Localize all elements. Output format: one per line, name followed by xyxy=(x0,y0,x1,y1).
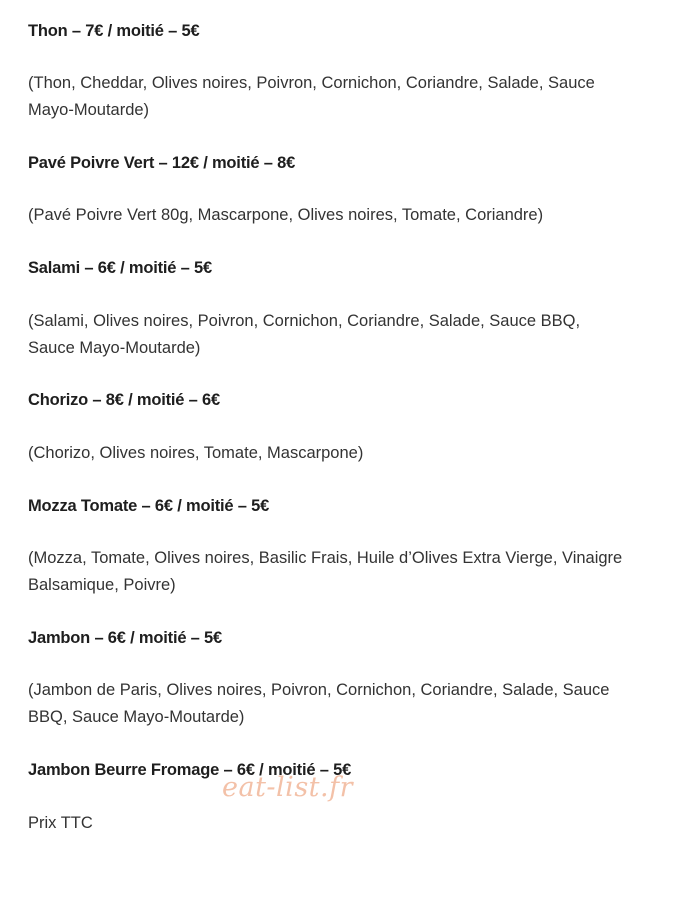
menu-item-title-chorizo: Chorizo – 8€ / moitié – 6€ xyxy=(28,391,220,409)
menu-item-title-jambon-beurre-fromage: Jambon Beurre Fromage – 6€ / moitié – 5€ xyxy=(28,761,352,779)
menu-item-description-jambon: (Jambon de Paris, Olives noires, Poivron, Cornichon, Coriandre, Salade, Sauce BBQ, Sauce Mayo-Moutarde) xyxy=(28,681,610,726)
menu-item-title-jambon: Jambon – 6€ / moitié – 5€ xyxy=(28,629,222,647)
menu-item-description-pave-poivre-vert: (Pavé Poivre Vert 80g, Mascarpone, Olives noires, Tomate, Coriandre) xyxy=(28,206,544,224)
menu-item-title-thon: Thon – 7€ / moitié – 5€ xyxy=(28,22,200,40)
price-note: Prix TTC xyxy=(28,814,93,832)
menu-item-title-mozza-tomate: Mozza Tomate – 6€ / moitié – 5€ xyxy=(28,497,270,515)
menu-item-title-pave-poivre-vert: Pavé Poivre Vert – 12€ / moitié – 8€ xyxy=(28,154,296,172)
watermark-logo: eat-list.fr xyxy=(222,772,354,803)
menu-item-description-chorizo: (Chorizo, Olives noires, Tomate, Mascarpone) xyxy=(28,444,364,462)
menu-item-description-mozza-tomate: (Mozza, Tomate, Olives noires, Basilic Frais, Huile d’Olives Extra Vierge, Vinaigre Balsamique, Poivre) xyxy=(28,549,623,594)
menu-item-description-thon: (Thon, Cheddar, Olives noires, Poivron, Cornichon, Coriandre, Salade, Sauce Mayo-Moutarde) xyxy=(28,74,595,119)
menu-item-description-salami: (Salami, Olives noires, Poivron, Cornichon, Coriandre, Salade, Sauce BBQ, Sauce Mayo-Moutarde) xyxy=(28,312,581,357)
menu-item-title-salami: Salami – 6€ / moitié – 5€ xyxy=(28,259,212,277)
